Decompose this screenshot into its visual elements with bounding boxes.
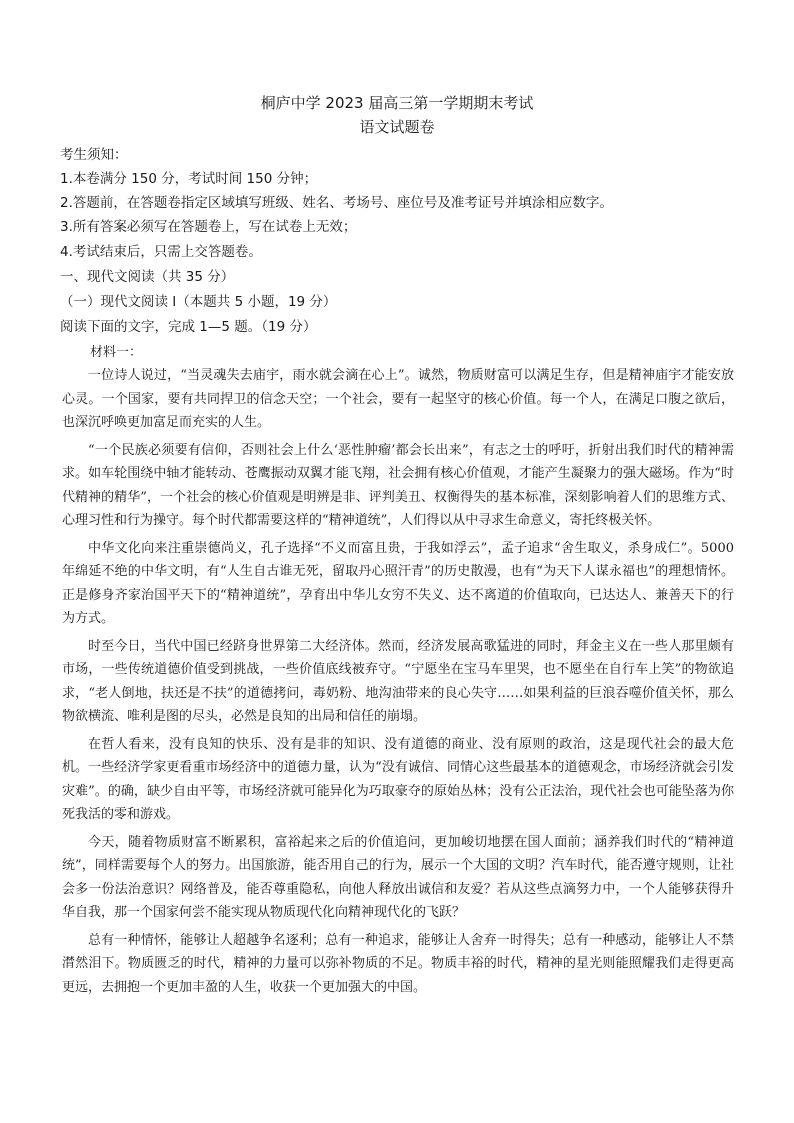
paragraph: 总有一种情怀，能够让人超越争名逐利；总有一种追求，能够让人舍弃一时得失；总有一种感动，能够让人不禁潸然泪下。物质匮乏的时代，精神的力量可以弥补物质的不足。物质丰裕的时代，精神的星光则能照耀我们走得更高更远，去拥抱一个更加丰盈的人生，收获一个更加强大的中国。 xyxy=(62,932,734,995)
material-label: 材料一： xyxy=(90,345,143,360)
reading-instruction: 阅读下面的文字，完成 1—5 题。（19 分） xyxy=(60,319,317,335)
section-title: 一、现代文阅读（共 35 分） xyxy=(60,269,235,285)
section-subtitle: （一）现代文阅读 I（本题共 5 小题，19 分） xyxy=(60,294,337,310)
notice-item-1: 1.本卷满分 150 分，考试时间 150 分钟； xyxy=(60,171,318,187)
paragraph: 时至今日，当代中国已经跻身世界第二大经济体。然而，经济发展高歌猛进的同时，拜金主义在一些人那里颇有市场，一些传统道德价值受到挑战，一些价值底线被弃守。“宁愿坐在宝马车里哭，也不愿坐在自行车上笑”的物欲追求，“老人倒地，扶还是不扶”的道德拷问，毒奶粉、地沟油带来的良心失守……如果利益的巨浪吞噬价值关怀，那么物欲横流、唯利是图的尽头，必然是良知的出局和信任的崩塌。 xyxy=(62,638,734,724)
paragraph: 在哲人看来，没有良知的快乐、没有是非的知识、没有道德的商业、没有原则的政治，这是现代社会的最大危机。一些经济学家更看重市场经济中的道德力量，认为“没有诚信、同情心这些最基本的道德观念，市场经济就会引发灾难”。的确，缺少自由平等，市场经济就可能异化为巧取豪夺的原始丛林；没有公正法治，现代社会也可能坠落为你死我活的零和游戏。 xyxy=(62,736,734,822)
notice-heading: 考生须知： xyxy=(60,147,128,163)
paragraph: 今天，随着物质财富不断累积，富裕起来之后的价值追问，更加峻切地摆在国人面前；涵养我们时代的“精神道统”，同样需要每个人的努力。出国旅游，能否用自己的行为，展示一个大国的文明？汽车时代，能否遵守规则，让社会多一份法治意识？网络普及，能否尊重隐私，向他人释放出诚信和友爱？若从这些点滴努力中，一个人能够获得升华自我，那一个国家何尝不能实现从物质现代化向精神现代化的飞跃？ xyxy=(62,834,734,920)
notice-item-4: 4.考试结束后，只需上交答题卷。 xyxy=(60,244,262,260)
exam-subtitle: 语文试题卷 xyxy=(359,118,435,136)
notice-item-3: 3.所有答案必须写在答题卷上，写在试卷上无效； xyxy=(60,219,357,235)
paragraph: 中华文化向来注重崇德尚义，孔子选择“不义而富且贵，于我如浮云”，孟子追求“舍生取义，杀身成仁”。5000 年绵延不绝的中华文明，有“人生自古谁无死，留取丹心照汗青”的历史散漫，也有“为天下人谋永福也”的理想情怀。正是修身齐家治国平天下的“精神道统”，孕育出中华儿女穷不失义、达不离道的价值取向，已达达人、兼善天下的行为方式。 xyxy=(62,540,734,626)
paragraph: “一个民族必须要有信仰，否则社会上什么‘恶性肿瘤’都会长出来”，有志之士的呼吁，折射出我们时代的精神需求。如车轮围绕中轴才能转动、苍鹰振动双翼才能飞翔，社会拥有核心价值观，才能产生凝聚力的强大磁场。作为“时代精神的精华”，一个社会的核心价值观是明辨是非、评判美丑、权衡得失的基本标准，深刻影响着人们的思维方式、心理习性和行为操守。每个时代都需要这样的“精神道统”，人们得以从中寻求生命意义，寄托终极关怀。 xyxy=(62,442,734,528)
notice-item-2: 2.答题前，在答题卷指定区域填写班级、姓名、考场号、座位号及准考证号并填涂相应数字。 xyxy=(60,195,613,211)
paragraph: 一位诗人说过，“当灵魂失去庙宇，雨水就会滴在心上”。诚然，物质财富可以满足生存，但是精神庙宇才能安放心灵。一个国家，要有共同捍卫的信念天空；一个社会，要有一起坚守的核心价值。每一个人，在满足口腹之欲后，也深沉呼唤更加富足而充实的人生。 xyxy=(62,368,734,430)
exam-title: 桐庐中学 2023 届高三第一学期期末考试 xyxy=(260,94,534,112)
article-body xyxy=(62,364,734,999)
